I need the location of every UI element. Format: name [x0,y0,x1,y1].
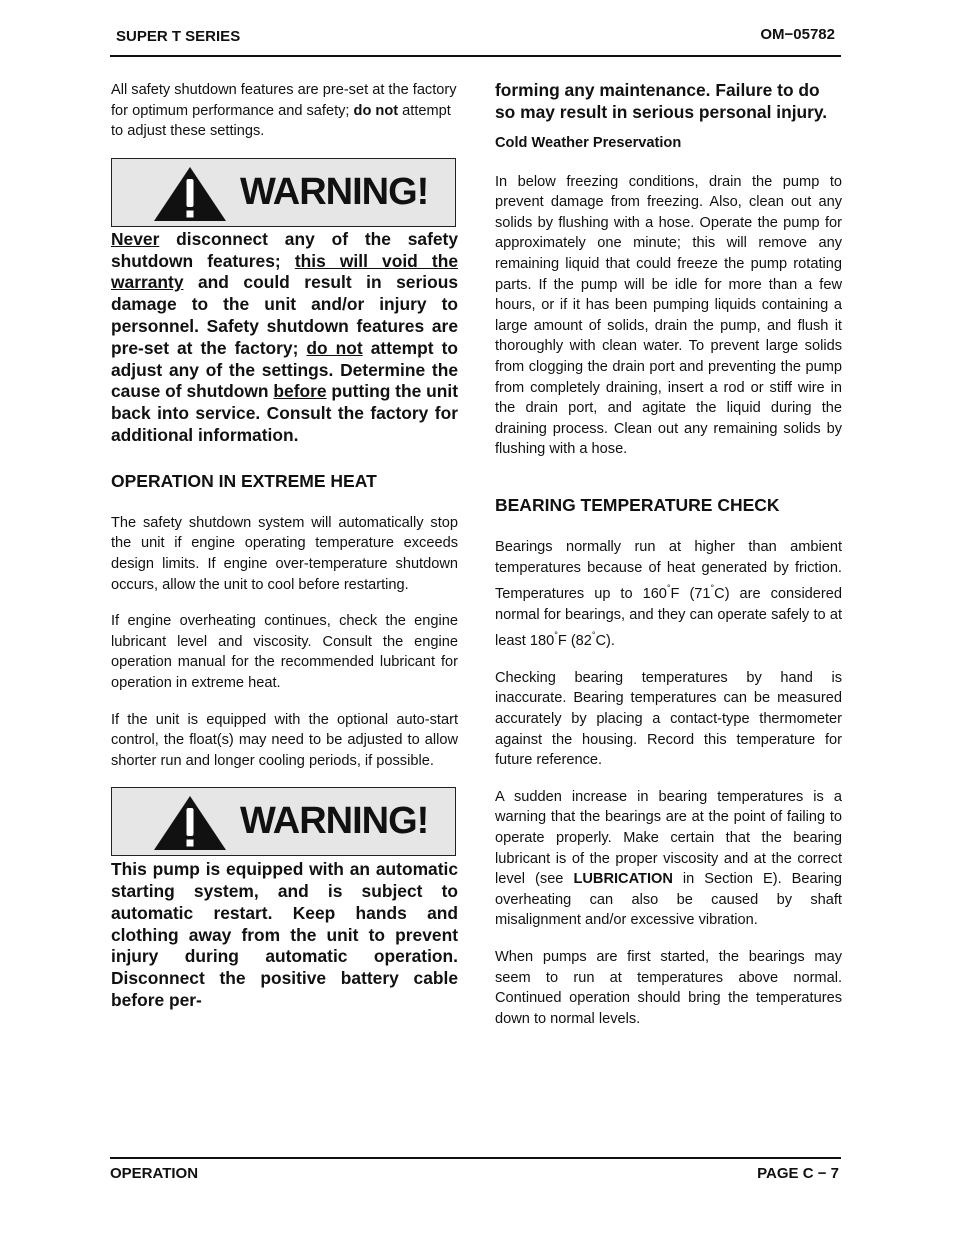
header-series-title: SUPER T SERIES [116,28,241,45]
header-divider [110,55,841,57]
cold-weather-paragraph: In below freezing conditions, drain the pump to prevent damage from freezing. Also, clean out any solids by flushing with a hose. Operate the pump for approximately one minute; this will remove any remaining liquid that could freeze the pump rotating parts. If the pump will be idle for more than a few hours, or if it has been pumping liquids containing a large amount of solids, drain the pump, and flush it thoroughly with clean water. To prevent large solids from clogging the drain port and preventing the pump from completely draining, insert a rod or stiff wire in the drain port, and agitate the liquid during the draining process. Clean out any remaining solids by flushing with a hose. [495,173,842,458]
footer-page-number: PAGE C − 7 [757,1165,839,1182]
warning-text-2: This pump is equipped with an automatic starting system, and is subject to automatic restart. Keep hands and clothing away from the unit to prevent injury during automatic operation. Disconnect the positive battery cable before per- [111,859,458,1011]
lubrication-reference: LUBRICATION [573,871,673,888]
footer-divider [110,1157,841,1159]
warning-label-2: WARNING! [240,800,429,843]
extreme-heat-paragraph-3: If the unit is equipped with the optional auto-start control, the float(s) may need to be adjusted to allow shorter run and longer cooling periods, if possible. [111,711,458,769]
right-column [495,80,842,1029]
section-heading-bearing-temperature: BEARING TEMPERATURE CHECK [495,494,780,515]
warning-text-2-continued: forming any maintenance. Failure to do so may result in serious personal injury. [495,80,828,122]
bearing-paragraph-2: Checking bearing temperatures by hand is inaccurate. Bearing temperatures can be measured accurately by placing a contact-type thermometer against the housing. Record this temperature for future reference. [495,669,842,769]
extreme-heat-paragraph-1: The safety shutdown system will automatically stop the unit if engine operating temperature exceeds design limits. If engine over-temperature shutdown occurs, allow the unit to cool before restarting. [111,514,458,593]
warning-text-1: Never disconnect any of the safety shutdown features; this will void the warranty and could result in serious damage to the unit and/or injury to personnel. Safety shutdown features are pre-set at the factory; do not attempt to adjust any of the settings. Determine the cause of shutdown before putting the unit back into service. Consult the factory for additional information. [111,228,458,445]
warning-banner-1 [111,158,456,227]
extreme-heat-paragraph-2: If engine overheating continues, check the engine lubricant level and viscosity. Consult the engine operation manual for the recommended lubricant for operation in extreme heat. [111,613,458,691]
header-manual-number: OM−05782 [760,26,835,43]
intro-paragraph: All safety shutdown features are pre-set at the factory for optimum performance and safety; do not attempt to adjust these settings. [111,82,457,140]
bearing-paragraph-4: When pumps are first started, the bearings may seem to run at temperatures above normal. Continued operation should bring the temperatures down to normal levels. [495,949,842,1027]
cold-weather-heading: Cold Weather Preservation [495,134,682,151]
warning-triangle-icon [152,794,228,852]
warning-banner-2 [111,787,456,856]
warning-label-1: WARNING! [240,170,429,213]
warning-triangle-icon [152,165,228,223]
left-column [111,80,458,1012]
bearing-paragraph-3: A sudden increase in bearing temperatures is a warning that the bearings are at the point of failing to operate properly. Make certain that the bearing lubricant is of the proper viscosity and at the correct level (see LUBRICATION in Section E). Bearing overheating can also be caused by shaft misalignment and/or excessive vibration. [495,788,842,929]
section-heading-extreme-heat: OPERATION IN EXTREME HEAT [111,470,377,491]
bearing-paragraph-1: Bearings normally run at higher than ambient temperatures because of heat generated by friction. Temperatures up to 160°F (71°C) are considered normal for bearings, and they can operate safely to at least 180°F (82°C). [495,538,843,650]
footer-section-name: OPERATION [110,1165,199,1182]
